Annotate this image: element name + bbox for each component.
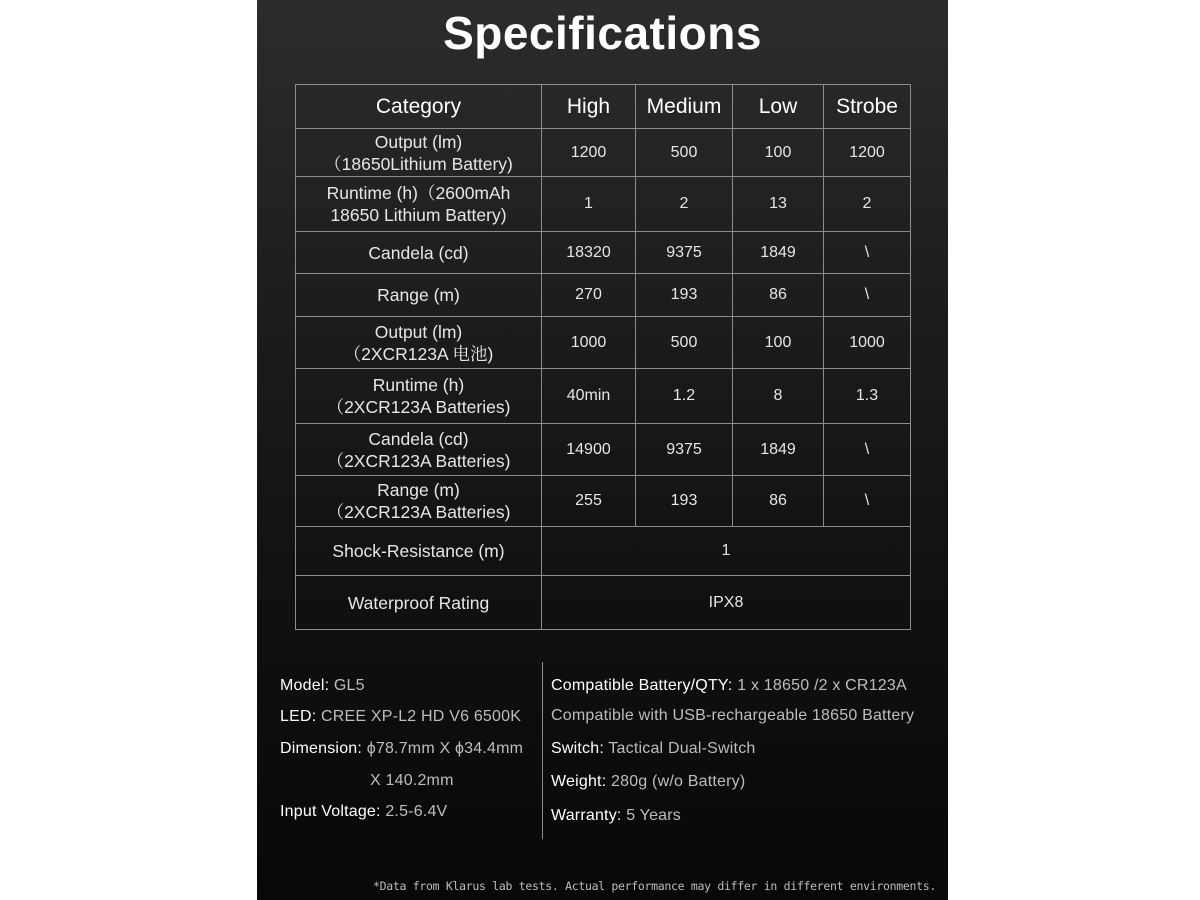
cell-medium: 2 (636, 177, 733, 232)
cell-low: 13 (733, 177, 824, 232)
dimension-value: ϕ78.7mm X ϕ34.4mm (366, 740, 524, 757)
category-line: （2XCR123A 电池) (343, 343, 494, 364)
led-line (280, 708, 521, 726)
cell-low: 8 (733, 369, 824, 424)
weight-value: 280g (w/o Battery) (611, 773, 746, 790)
cell-strobe: \ (824, 476, 911, 527)
row-category (296, 129, 542, 177)
cell-medium: 193 (636, 274, 733, 317)
model-line (280, 677, 365, 695)
switch-line (551, 740, 756, 758)
row-category: Range (m) (296, 274, 542, 317)
cell-strobe: 1.3 (824, 369, 911, 424)
switch-value: Tactical Dual-Switch (608, 740, 756, 757)
dimension-key: Dimension: (280, 740, 363, 757)
cell-high: 1 (542, 177, 636, 232)
table-row (296, 476, 911, 527)
table-row (296, 274, 911, 317)
model-key: Model: (280, 677, 330, 694)
category-line: 18650 Lithium Battery) (330, 205, 507, 225)
table-row (296, 576, 911, 630)
cell-low: 1849 (733, 424, 824, 476)
category-line: Candela (cd) (368, 428, 469, 449)
weight-key: Weight: (551, 773, 607, 790)
waterproof-value: IPX8 (542, 576, 911, 630)
cell-low: 100 (733, 317, 824, 369)
led-value: CREE XP-L2 HD V6 6500K (321, 708, 522, 725)
cell-high: 14900 (542, 424, 636, 476)
category-line: Runtime (h)（2600mAh (326, 183, 511, 203)
header-high: High (542, 85, 636, 129)
cell-medium: 500 (636, 317, 733, 369)
usb-line (551, 707, 914, 725)
table-row (296, 232, 911, 274)
cell-high: 18320 (542, 232, 636, 274)
category-line: Runtime (h) (372, 375, 465, 395)
shock-value: 1 (542, 527, 911, 576)
cell-high: 255 (542, 476, 636, 527)
row-category: Candela (cd) (296, 232, 542, 274)
category-line: （2XCR123A Batteries) (326, 397, 511, 417)
cell-high: 40min (542, 369, 636, 424)
cell-strobe: 1200 (824, 129, 911, 177)
header-medium: Medium (636, 85, 733, 129)
column-divider (542, 662, 543, 839)
cell-low: 86 (733, 476, 824, 527)
waterproof-label: Waterproof Rating (296, 576, 542, 630)
shock-label: Shock-Resistance (m) (296, 527, 542, 576)
row-category (296, 317, 542, 369)
table-row (296, 129, 911, 177)
table-row (296, 177, 911, 232)
category-line: （2XCR123A Batteries) (326, 502, 511, 522)
category-line: （18650Lithium Battery) (324, 153, 513, 174)
led-key: LED: (280, 708, 317, 725)
voltage-value: 2.5-6.4V (385, 803, 448, 820)
cell-high: 270 (542, 274, 636, 317)
category-line: Range (m) (377, 480, 460, 500)
cell-high: 1200 (542, 129, 636, 177)
model-value: GL5 (333, 677, 365, 694)
voltage-line (280, 803, 447, 821)
table-row (296, 317, 911, 369)
dimension-value-2: X 140.2mm (370, 772, 454, 789)
cell-high: 1000 (542, 317, 636, 369)
page-title: Specifications (443, 7, 762, 59)
table-row (296, 527, 911, 576)
row-category (296, 177, 542, 232)
header-category: Category (296, 85, 542, 129)
usb-value: Compatible with USB-rechargeable 18650 Battery (551, 707, 915, 724)
cell-strobe: \ (824, 274, 911, 317)
warranty-value: 5 Years (626, 807, 682, 824)
row-category (296, 476, 542, 527)
voltage-key: Input Voltage: (280, 803, 381, 820)
cell-medium: 1.2 (636, 369, 733, 424)
cell-medium: 9375 (636, 232, 733, 274)
header-low: Low (733, 85, 824, 129)
cell-strobe: 1000 (824, 317, 911, 369)
table-row (296, 424, 911, 476)
cell-strobe: \ (824, 424, 911, 476)
cell-low: 100 (733, 129, 824, 177)
row-category (296, 424, 542, 476)
cell-low: 1849 (733, 232, 824, 274)
footnote: *Data from Klarus lab tests. Actual performance may differ in different environments. (372, 879, 936, 893)
warranty-line (551, 807, 681, 825)
spec-details (257, 672, 948, 842)
cell-strobe: 2 (824, 177, 911, 232)
battery-line (551, 677, 907, 695)
header-strobe: Strobe (824, 85, 911, 129)
cell-low: 86 (733, 274, 824, 317)
dimension-line-2 (370, 772, 454, 790)
warranty-key: Warranty: (551, 807, 622, 824)
spec-panel (257, 0, 948, 900)
battery-value: 1 x 18650 /2 x CR123A (737, 677, 907, 694)
header-row (296, 85, 911, 129)
switch-key: Switch: (551, 740, 604, 757)
cell-medium: 9375 (636, 424, 733, 476)
weight-line (551, 773, 745, 791)
cell-medium: 193 (636, 476, 733, 527)
dimension-line (280, 740, 523, 758)
battery-key: Compatible Battery/QTY: (551, 677, 733, 694)
cell-medium: 500 (636, 129, 733, 177)
table-row (296, 369, 911, 424)
cell-strobe: \ (824, 232, 911, 274)
spec-table (295, 84, 911, 630)
category-line: Output (lm) (374, 321, 463, 342)
category-line: Output (lm) (374, 131, 463, 152)
row-category (296, 369, 542, 424)
category-line: （2XCR123A Batteries) (326, 450, 511, 471)
